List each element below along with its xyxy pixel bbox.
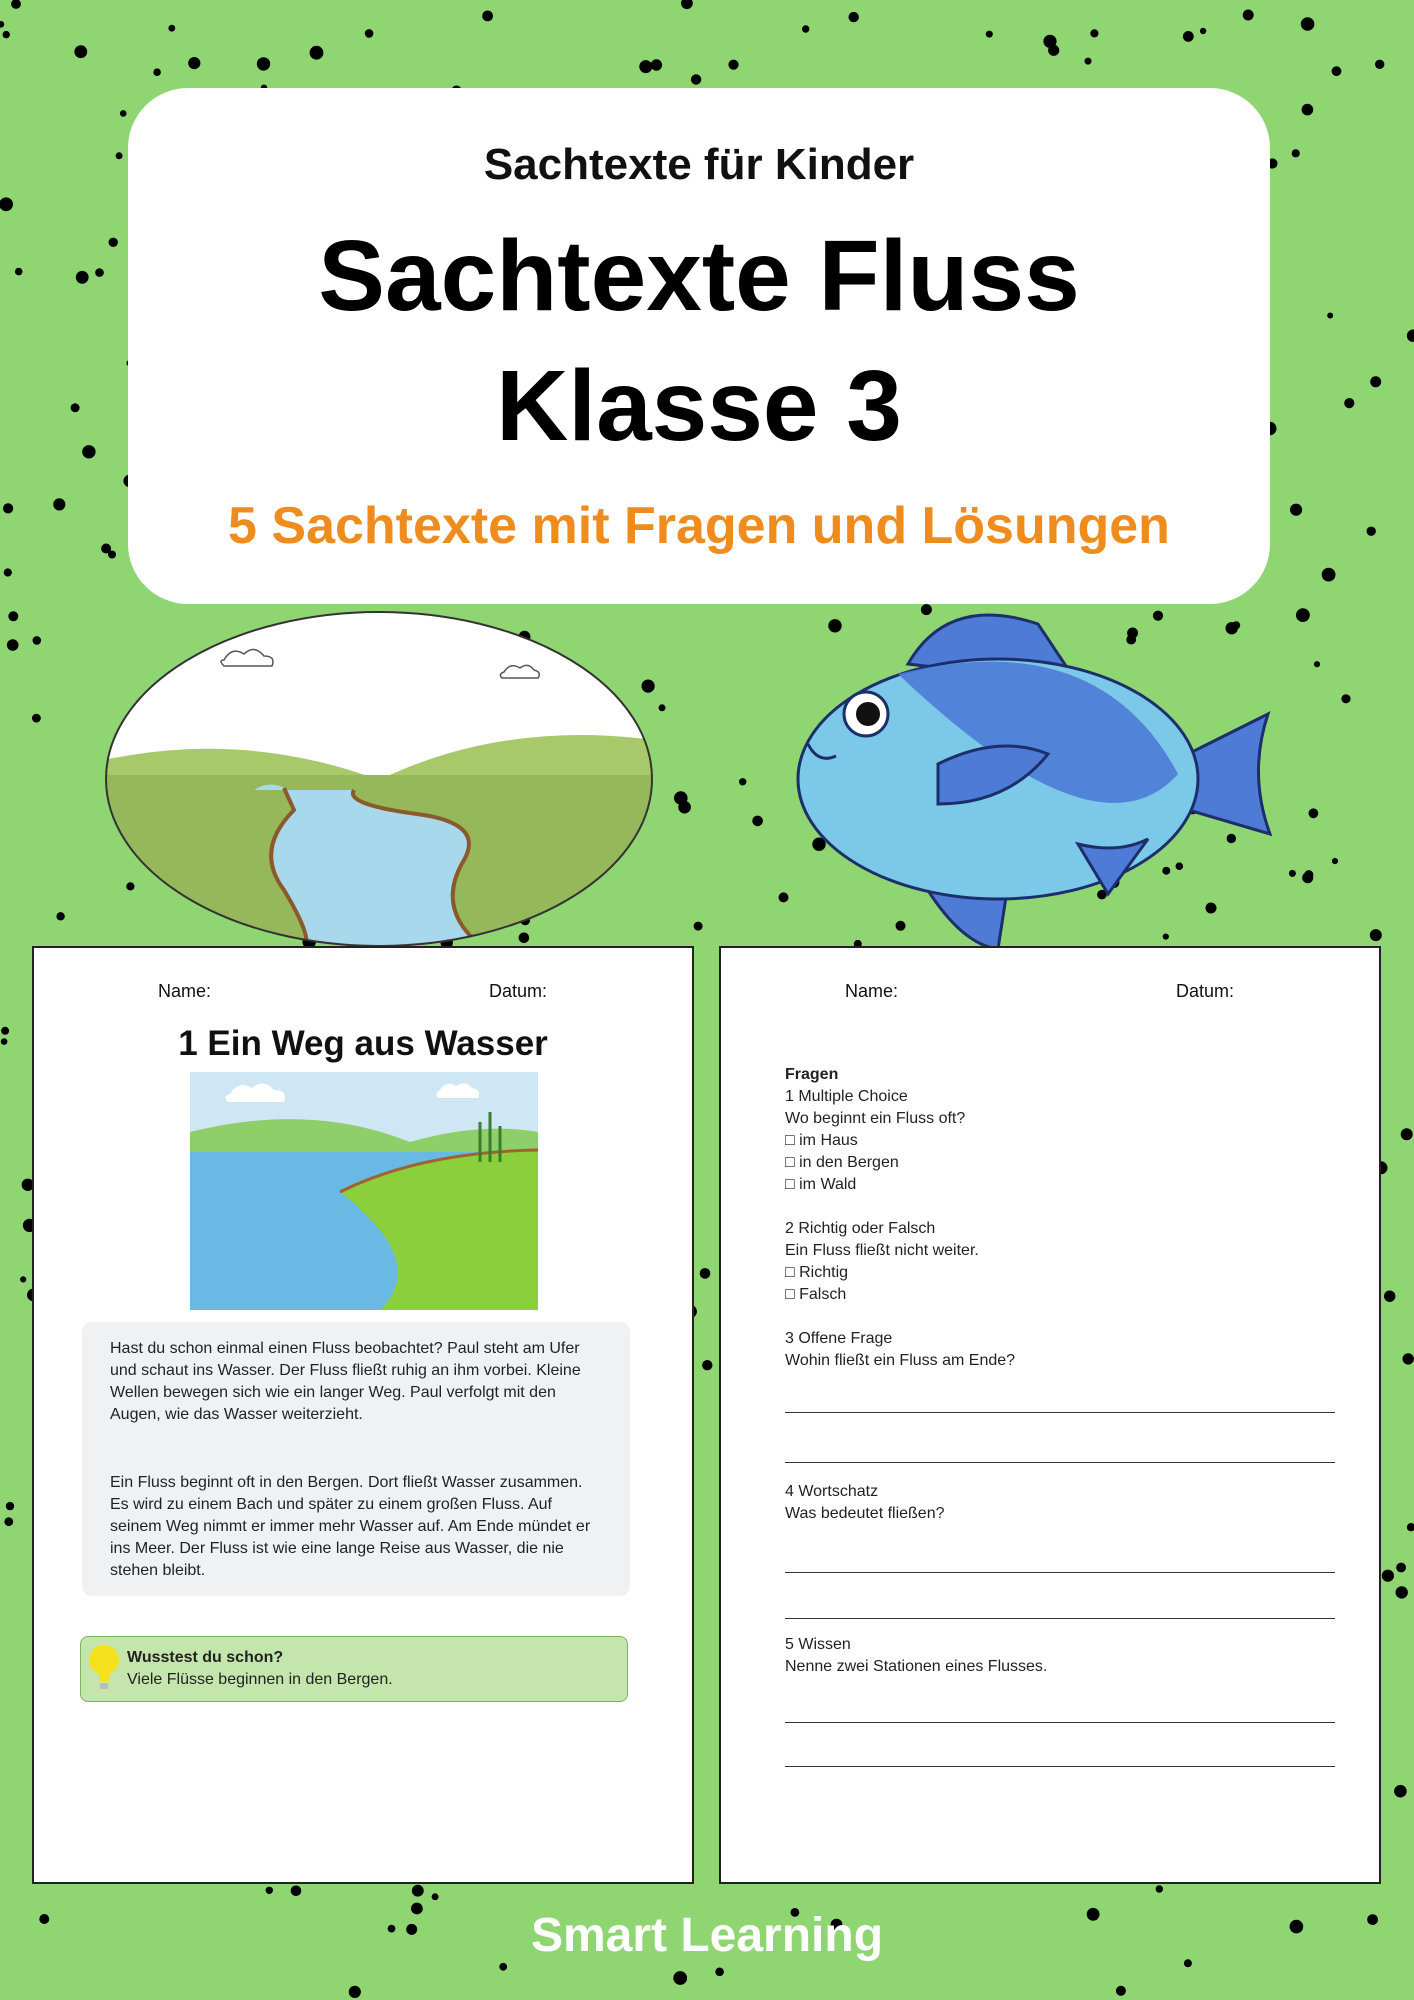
answer-line[interactable] <box>785 1766 1335 1767</box>
fact-box-title: Wusstest du schon? <box>127 1649 284 1666</box>
title-card <box>128 88 1270 604</box>
question-3-text: Wohin fließt ein Fluss am Ende? <box>785 1352 1016 1369</box>
question-5-title: 5 Wissen <box>785 1636 851 1653</box>
subtitle: 5 Sachtexte mit Fragen und Lösungen <box>228 497 1170 555</box>
blue-fish-illustration <box>778 604 1272 954</box>
question-1-title: 1 Multiple Choice <box>785 1088 908 1105</box>
question-2-option-2[interactable]: □ Falsch <box>785 1286 847 1303</box>
question-1-option-2[interactable]: □ in den Bergen <box>785 1154 899 1171</box>
question-3-title: 3 Offene Frage <box>785 1330 893 1347</box>
reading-paragraph-2: Ein Fluss beginnt oft in den Bergen. Dort fließt Wasser zusammen. Es wird zu einem Bach und später zu einem großen Fluss. Auf seinem Weg nimmt er immer mehr Wasser auf. Am Ende mündet er ins Meer. Der Fluss ist wie eine lange Reise aus Wasser, die nie stehen bleibt. <box>110 1474 591 1579</box>
question-2-title: 2 Richtig oder Falsch <box>785 1220 936 1237</box>
main-title-line1: Sachtexte Fluss <box>318 220 1080 332</box>
lightbulb-icon <box>87 1643 121 1693</box>
answer-line[interactable] <box>785 1722 1335 1723</box>
question-2-option-1[interactable]: □ Richtig <box>785 1264 849 1281</box>
river-bank-picture <box>190 1072 538 1310</box>
brand-footer: Smart Learning <box>530 1909 884 1962</box>
name-label: Name: <box>845 981 899 1001</box>
reading-text <box>82 1322 630 1596</box>
question-1-option-1[interactable]: □ im Haus <box>785 1132 858 1149</box>
reading-paragraph-1: Hast du schon einmal einen Fluss beobachtet? Paul steht am Ufer und schaut ins Wasser. Der Fluss fließt ruhig an ihm vorbei. Kleine Wellen bewegen sich wie ein langer Weg. Paul verfolgt mit den Augen, wie das Wasser weiterzieht. <box>110 1340 581 1423</box>
main-title-line2: Klasse 3 <box>496 350 902 462</box>
date-label: Datum: <box>1176 981 1235 1001</box>
answer-line[interactable] <box>785 1412 1335 1413</box>
question-1-option-3[interactable]: □ im Wald <box>785 1176 857 1193</box>
question-1-text: Wo beginnt ein Fluss oft? <box>785 1110 966 1127</box>
questions-heading: Fragen <box>785 1066 839 1083</box>
kicker-text: Sachtexte für Kinder <box>483 140 915 189</box>
worksheet-title: 1 Ein Weg aus Wasser <box>178 1024 548 1063</box>
fact-box-text: Viele Flüsse beginnen in den Bergen. <box>127 1671 393 1688</box>
question-2-text: Ein Fluss fließt nicht weiter. <box>785 1242 979 1259</box>
question-5-text: Nenne zwei Stationen eines Flusses. <box>785 1658 1048 1675</box>
answer-line[interactable] <box>785 1618 1335 1619</box>
date-label: Datum: <box>489 981 548 1001</box>
answer-line[interactable] <box>785 1572 1335 1573</box>
questions-worksheet <box>719 946 1381 1884</box>
reading-worksheet <box>32 946 694 1884</box>
river-landscape-illustration <box>104 610 654 948</box>
answer-line[interactable] <box>785 1462 1335 1463</box>
question-4-title: 4 Wortschatz <box>785 1483 879 1500</box>
fact-box <box>80 1636 628 1702</box>
name-label: Name: <box>158 981 212 1001</box>
question-4-text: Was bedeutet fließen? <box>785 1505 945 1522</box>
